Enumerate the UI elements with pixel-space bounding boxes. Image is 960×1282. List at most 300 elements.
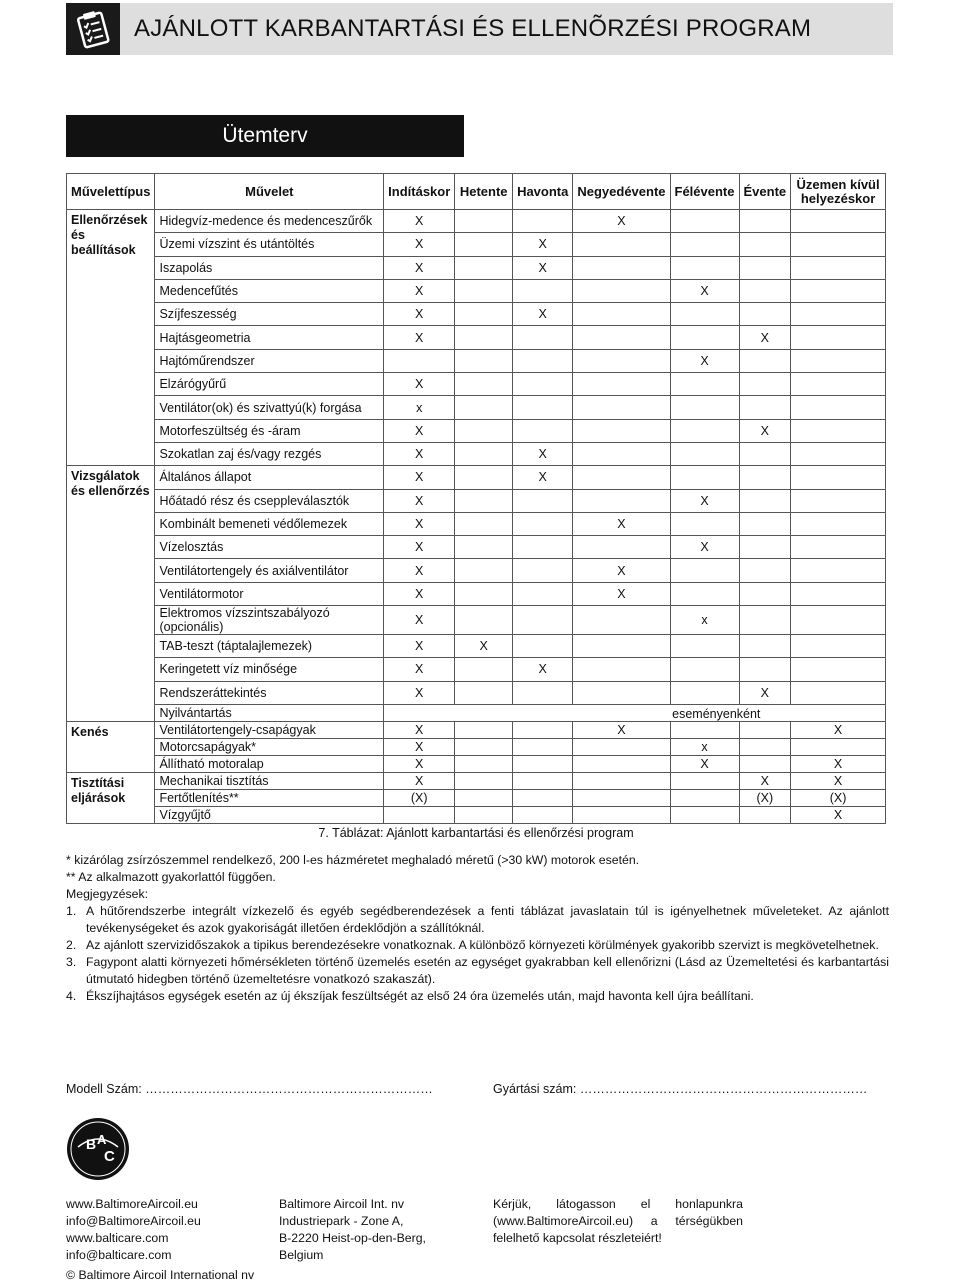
frequency-mark: X [573,512,670,535]
frequency-mark: X [384,772,455,789]
frequency-mark [670,559,739,582]
footer-visit-text: Kérjük, látogasson el honlapunkra (www.BaltimoreAircoil.eu) a térségükben felelhető kapcsolat részleteiért! [493,1197,743,1245]
model-number-field: Modell Szám: …………………………………………………………… [66,1082,433,1096]
frequency-mark [791,466,886,489]
operation-cell: Hőátadó rész és cseppleválasztók [155,489,384,512]
frequency-mark [670,635,739,658]
frequency-mark [573,303,670,326]
schedule-title: Ütemterv [66,115,464,157]
frequency-mark [455,326,513,349]
table-row [67,326,886,349]
event-cell: eseményenként [384,704,886,721]
frequency-mark [573,489,670,512]
logo-letter-b: B [86,1136,97,1152]
frequency-mark: X [384,582,455,605]
column-header: Üzemen kívül helyezéskor [791,174,886,210]
frequency-mark: X [384,536,455,559]
category-cell: Kenés [67,721,155,772]
operation-cell: Hidegvíz-medence és medenceszűrők [155,210,384,233]
frequency-mark: x [670,738,739,755]
frequency-mark: X [384,419,455,442]
table-row [67,738,886,755]
frequency-mark [670,466,739,489]
frequency-mark [513,755,573,772]
frequency-mark [573,658,670,681]
address-line: Industriepark - Zone A, [279,1214,404,1228]
frequency-mark [573,772,670,789]
frequency-mark [791,256,886,279]
frequency-mark [513,210,573,233]
note-item [66,988,889,1005]
note-number: 4. [66,989,77,1003]
frequency-mark [513,635,573,658]
column-header: Hetente [455,174,513,210]
footer-link[interactable]: www.BaltimoreAircoil.eu [66,1197,198,1211]
frequency-mark [573,738,670,755]
frequency-mark: X [513,442,573,465]
maintenance-table [66,173,886,824]
frequency-mark [573,606,670,635]
frequency-mark [573,789,670,806]
frequency-mark [513,536,573,559]
operation-cell: Vízgyűjtő [155,806,384,823]
frequency-mark [739,349,791,372]
frequency-mark [791,635,886,658]
operation-cell: Ventilátor(ok) és szivattyú(k) forgása [155,396,384,419]
frequency-mark [573,326,670,349]
note-item [66,903,889,937]
frequency-mark: X [513,658,573,681]
frequency-mark [573,635,670,658]
table-row [67,559,886,582]
frequency-mark: X [384,489,455,512]
table-row [67,279,886,302]
address-line: B-2220 Heist-op-den-Berg, [279,1231,426,1245]
table-row [67,806,886,823]
frequency-mark [455,442,513,465]
table-row [67,466,886,489]
frequency-mark [573,681,670,704]
frequency-mark [573,396,670,419]
frequency-mark [791,396,886,419]
frequency-mark: X [739,419,791,442]
frequency-mark [791,303,886,326]
column-header: Negyedévente [573,174,670,210]
frequency-mark [573,466,670,489]
frequency-mark [455,772,513,789]
frequency-mark [670,396,739,419]
frequency-mark [513,349,573,372]
column-header: Művelettípus [67,174,155,210]
operation-cell: Iszapolás [155,256,384,279]
frequency-mark [670,256,739,279]
table-row [67,606,886,635]
frequency-mark [455,349,513,372]
frequency-mark [739,635,791,658]
frequency-mark [791,738,886,755]
table-row [67,635,886,658]
frequency-mark: X [791,755,886,772]
frequency-mark: X [573,721,670,738]
frequency-mark [573,442,670,465]
frequency-mark [739,582,791,605]
frequency-mark: X [384,326,455,349]
operation-cell: TAB-teszt (táptalajlemezek) [155,635,384,658]
column-header: Művelet [155,174,384,210]
frequency-mark [455,233,513,256]
note-text: Fagypont alatti környezeti hőmérsékleten történő üzemelés esetén az egységet gyakrabban kell ellenőrizni (Lásd az Üzemeltetési és karbantartási útmutató hidegben történő üzemeltetésre vonatkozó szakaszát). [86,955,889,986]
operation-cell: Üzemi vízszint és utántöltés [155,233,384,256]
frequency-mark [455,303,513,326]
operation-cell: Általános állapot [155,466,384,489]
svg-text:A: A [97,1132,107,1147]
frequency-mark [513,326,573,349]
frequency-mark: X [670,279,739,302]
operation-cell: Hajtásgeometria [155,326,384,349]
column-header: Indításkor [384,174,455,210]
footnote-double-star: ** Az alkalmazott gyakorlattól függően. [66,870,276,884]
frequency-mark: X [739,681,791,704]
notes-list [66,903,889,1005]
frequency-mark [739,256,791,279]
clipboard-checklist-icon [66,3,120,55]
frequency-mark: (X) [384,789,455,806]
note-text: Ékszíjhajtásos egységek esetén az új ékszíjak feszültségét az első 24 óra üzemelés után, majd havonta kell újra beállítani. [86,989,754,1003]
frequency-mark [791,326,886,349]
frequency-mark [670,419,739,442]
category-cell: Tisztítási eljárások [67,772,155,823]
frequency-mark: X [384,466,455,489]
footnote-star: * kizárólag zsírzószemmel rendelkező, 200 l-es házméretet meghaladó méretű (>30 kW) motorok esetén. [66,853,640,867]
operation-cell: Ventilátormotor [155,582,384,605]
frequency-mark [791,419,886,442]
frequency-mark [455,466,513,489]
frequency-mark [573,256,670,279]
operation-cell: Állítható motoralap [155,755,384,772]
frequency-mark: X [384,635,455,658]
frequency-mark [573,755,670,772]
frequency-mark [739,489,791,512]
frequency-mark: X [573,559,670,582]
frequency-mark [791,582,886,605]
frequency-mark [455,256,513,279]
frequency-mark [455,738,513,755]
table-row [67,721,886,738]
frequency-mark: X [573,582,670,605]
frequency-mark: X [670,489,739,512]
frequency-mark [670,373,739,396]
frequency-mark [573,419,670,442]
frequency-mark [739,738,791,755]
operation-cell: Nyilvántartás [155,704,384,721]
frequency-mark [513,721,573,738]
frequency-mark [513,789,573,806]
note-item [66,954,889,988]
frequency-mark: X [384,681,455,704]
frequency-mark: X [384,233,455,256]
frequency-mark [573,233,670,256]
frequency-mark [384,349,455,372]
frequency-mark [670,772,739,789]
table-row [67,704,886,721]
frequency-mark [739,279,791,302]
frequency-mark [455,489,513,512]
table-row [67,582,886,605]
column-header: Havonta [513,174,573,210]
frequency-mark [513,806,573,823]
frequency-mark [791,349,886,372]
frequency-mark: X [739,326,791,349]
frequency-mark [513,396,573,419]
frequency-mark: X [384,256,455,279]
frequency-mark: X [384,512,455,535]
frequency-mark: X [513,256,573,279]
frequency-mark [455,419,513,442]
frequency-mark: X [670,755,739,772]
frequency-mark [670,582,739,605]
frequency-mark [791,536,886,559]
table-row [67,681,886,704]
frequency-mark [670,658,739,681]
frequency-mark [455,536,513,559]
frequency-mark [513,606,573,635]
header-bar [66,3,893,55]
frequency-mark [455,721,513,738]
frequency-mark [791,210,886,233]
address-line: Belgium [279,1248,324,1262]
frequency-mark [670,806,739,823]
operation-cell: Kombinált bemeneti védőlemezek [155,512,384,535]
frequency-mark [739,755,791,772]
frequency-mark: X [791,721,886,738]
footer-email[interactable]: info@balticare.com [66,1248,172,1262]
frequency-mark [455,373,513,396]
notes-heading: Megjegyzések: [66,887,149,901]
operation-cell: Hajtóműrendszer [155,349,384,372]
operation-cell: Motorfeszültség és -áram [155,419,384,442]
frequency-mark [573,373,670,396]
table-row [67,349,886,372]
frequency-mark: X [384,559,455,582]
frequency-mark: X [670,536,739,559]
frequency-mark [791,279,886,302]
frequency-mark: X [384,606,455,635]
frequency-mark [739,373,791,396]
frequency-mark [739,606,791,635]
frequency-mark [739,806,791,823]
operation-cell: Motorcsapágyak* [155,738,384,755]
frequency-mark [739,658,791,681]
frequency-mark [513,373,573,396]
frequency-mark [455,681,513,704]
frequency-mark: X [670,349,739,372]
frequency-mark [791,442,886,465]
table-row [67,536,886,559]
note-number: 3. [66,955,77,969]
frequency-mark [573,349,670,372]
table-row [67,489,886,512]
column-header: Félévente [670,174,739,210]
operation-cell: Vízelosztás [155,536,384,559]
table-row [67,789,886,806]
table-row [67,396,886,419]
frequency-mark [791,606,886,635]
frequency-mark [739,303,791,326]
operation-cell: Szokatlan zaj és/vagy rezgés [155,442,384,465]
table-row [67,419,886,442]
frequency-mark [455,658,513,681]
frequency-mark: x [670,606,739,635]
footer-email[interactable]: info@BaltimoreAircoil.eu [66,1214,201,1228]
frequency-mark [739,233,791,256]
footer-contact-links [66,1196,266,1264]
svg-text:C: C [104,1148,115,1165]
frequency-mark: X [791,772,886,789]
frequency-mark [455,789,513,806]
category-cell: Ellenőrzések és beállítások [67,210,155,466]
column-header: Évente [739,174,791,210]
frequency-mark [791,512,886,535]
note-text: A hűtőrendszerbe integrált vízkezelő és egyéb segédberendezések a fenti táblázat javaslatain túl is igényelhetnek műveleteket. Az ajánlott tevékenységeket és azok gyakoriságát illetően érdeklődjön a szállítóknál. [86,904,889,935]
frequency-mark [739,512,791,535]
footer-address [279,1196,479,1264]
page-title: AJÁNLOTT KARBANTARTÁSI ÉS ELLENÕRZÉSI PROGRAM [134,15,812,42]
table-row [67,256,886,279]
frequency-mark: X [384,442,455,465]
frequency-mark [670,210,739,233]
frequency-mark [455,582,513,605]
frequency-mark [513,279,573,302]
note-number: 1. [66,904,77,918]
table-row [67,373,886,396]
operation-cell: Keringetett víz minősége [155,658,384,681]
frequency-mark [670,326,739,349]
notes [66,852,889,1005]
operation-cell: Ventilátortengely és axiálventilátor [155,559,384,582]
frequency-mark [739,396,791,419]
frequency-mark [513,512,573,535]
frequency-mark: X [384,755,455,772]
address-line: Baltimore Aircoil Int. nv [279,1197,405,1211]
frequency-mark [573,279,670,302]
frequency-mark [455,279,513,302]
serial-number-field: Gyártási szám: …………………………………………………………… [493,1082,868,1096]
frequency-mark: X [384,658,455,681]
frequency-mark: x [384,396,455,419]
frequency-mark [513,681,573,704]
operation-cell: Medencefűtés [155,279,384,302]
operation-cell: Szíjfeszesség [155,303,384,326]
operation-cell: Ventilátortengely-csapágyak [155,721,384,738]
frequency-mark: X [513,233,573,256]
frequency-mark: X [384,373,455,396]
frequency-mark [670,303,739,326]
table-row [67,772,886,789]
frequency-mark [455,210,513,233]
table-row [67,303,886,326]
frequency-mark [455,755,513,772]
frequency-mark [791,373,886,396]
table-caption: 7. Táblázat: Ajánlott karbantartási és ellenőrzési program [318,826,634,840]
frequency-mark [513,772,573,789]
frequency-mark [513,559,573,582]
frequency-mark [739,559,791,582]
frequency-mark [513,738,573,755]
frequency-mark [573,536,670,559]
table-row [67,233,886,256]
footer-link[interactable]: www.balticare.com [66,1231,169,1245]
frequency-mark [513,419,573,442]
frequency-mark [670,789,739,806]
frequency-mark [455,512,513,535]
table-row [67,512,886,535]
frequency-mark [513,582,573,605]
frequency-mark: X [791,806,886,823]
frequency-mark: X [384,279,455,302]
bac-logo-icon [66,1117,130,1181]
frequency-mark: (X) [791,789,886,806]
frequency-mark [791,559,886,582]
table-row [67,442,886,465]
operation-cell: Elzárógyűrű [155,373,384,396]
frequency-mark: X [739,772,791,789]
frequency-mark [791,658,886,681]
frequency-mark [739,210,791,233]
frequency-mark: X [513,303,573,326]
operation-cell: Fertőtlenítés** [155,789,384,806]
frequency-mark [791,489,886,512]
frequency-mark: X [455,635,513,658]
category-cell: Vizsgálatok és ellenőrzés [67,466,155,722]
frequency-mark [791,233,886,256]
frequency-mark [791,681,886,704]
frequency-mark [739,721,791,738]
frequency-mark: X [384,721,455,738]
operation-cell: Mechanikai tisztítás [155,772,384,789]
frequency-mark [455,606,513,635]
frequency-mark: X [513,466,573,489]
frequency-mark [739,466,791,489]
frequency-mark [670,681,739,704]
frequency-mark [455,559,513,582]
frequency-mark [455,806,513,823]
frequency-mark: (X) [739,789,791,806]
table-row [67,210,886,233]
frequency-mark [670,721,739,738]
frequency-mark: X [384,738,455,755]
frequency-mark [455,396,513,419]
note-text: Az ajánlott szervizidőszakok a tipikus berendezésekre vonatkoznak. A különböző környezeti körülmények gyakoribb szervizt is megkövetelhetnek. [86,938,879,952]
frequency-mark [513,489,573,512]
frequency-mark [384,806,455,823]
frequency-mark [739,536,791,559]
operation-cell: Rendszeráttekintés [155,681,384,704]
table-row [67,755,886,772]
note-number: 2. [66,938,77,952]
frequency-mark [670,512,739,535]
frequency-mark [670,233,739,256]
frequency-mark: X [384,210,455,233]
frequency-mark: X [384,303,455,326]
frequency-mark [739,442,791,465]
operation-cell: Elektromos vízszintszabályozó (opcionális) [155,606,384,635]
copyright: © Baltimore Aircoil International nv [66,1268,255,1282]
frequency-mark [573,806,670,823]
frequency-mark: X [573,210,670,233]
table-row [67,658,886,681]
frequency-mark [670,442,739,465]
note-item [66,937,889,954]
